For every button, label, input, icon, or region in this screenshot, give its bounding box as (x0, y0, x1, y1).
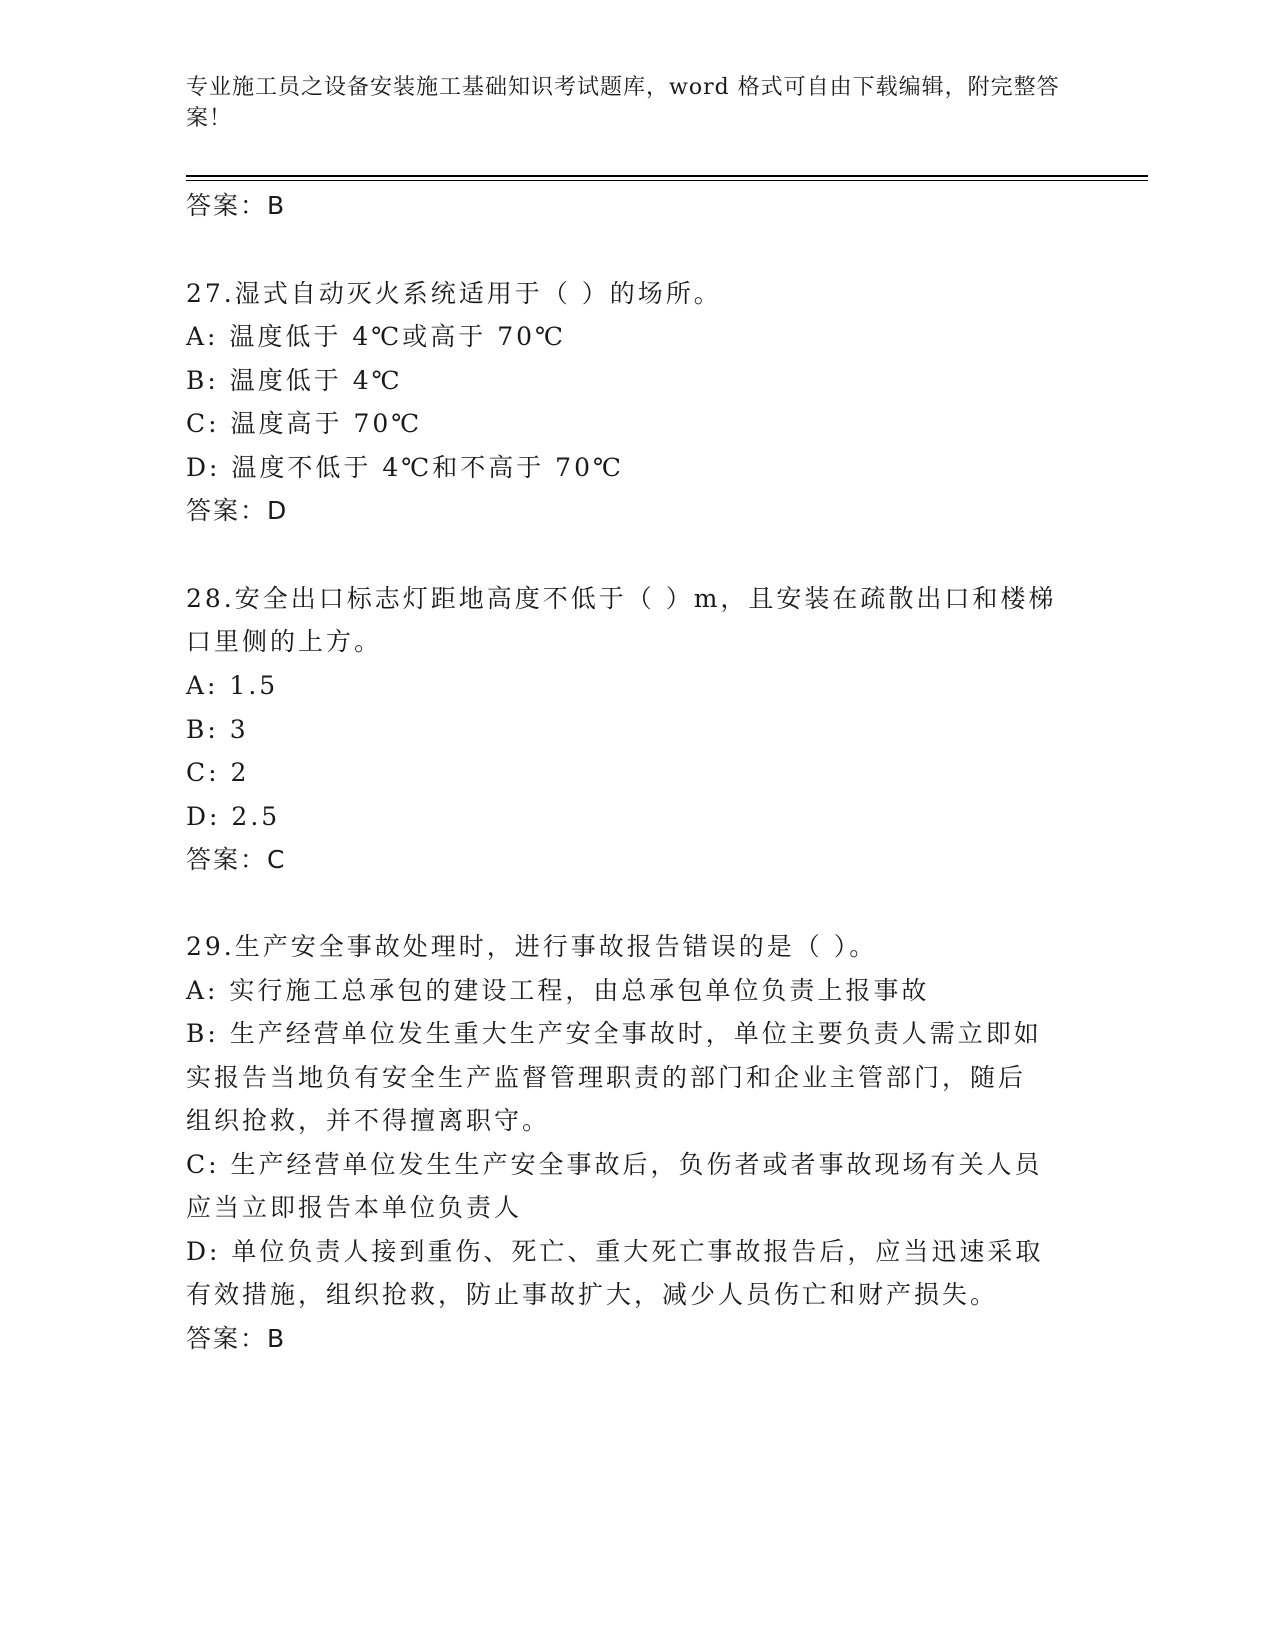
option-c: C: 生产经营单位发生生产安全事故后，负伤者或者事故现场有关人员 (186, 1150, 1043, 1179)
header-rule-thick (186, 175, 1148, 177)
option-d: D: 2.5 (186, 802, 281, 831)
answer-label: 答案：B (186, 191, 287, 220)
option-a: A: 1.5 (186, 671, 279, 700)
option-d: D: 温度不低于 4℃和不高于 70℃ (186, 453, 624, 482)
option-c-continued: 应当立即报告本单位负责人 (186, 1193, 523, 1222)
option-d: D: 单位负责人接到重伤、死亡、重大死亡事故报告后，应当迅速采取 (186, 1237, 1044, 1266)
option-b-continued: 组织抢救，并不得擅离职守。 (186, 1106, 551, 1135)
question-text: 27.湿式自动灭火系统适用于（ ）的场所。 (186, 279, 722, 308)
question-text-continued: 口里侧的上方。 (186, 627, 383, 656)
answer-label: 答案：B (186, 1324, 287, 1353)
option-b: B: 温度低于 4℃ (186, 366, 403, 395)
answer-label: 答案：C (186, 845, 287, 874)
option-c: C: 温度高于 70℃ (186, 409, 423, 438)
option-c: C: 2 (186, 758, 250, 787)
option-b: B: 3 (186, 715, 249, 744)
question-text: 28.安全出口标志灯距地高度不低于（ ）m，且安装在疏散出口和楼梯 (186, 584, 1057, 613)
question-text: 29.生产安全事故处理时，进行事故报告错误的是（ ）。 (186, 932, 878, 961)
option-a: A: 实行施工总承包的建设工程，由总承包单位负责上报事故 (186, 976, 930, 1005)
option-d-continued: 有效措施，组织抢救，防止事故扩大，减少人员伤亡和财产损失。 (186, 1280, 999, 1309)
answer-label: 答案：D (186, 496, 289, 525)
option-a: A: 温度低于 4℃或高于 70℃ (186, 322, 566, 351)
header-rule-thin (186, 180, 1148, 181)
document-header: 专业施工员之设备安装施工基础知识考试题库，word 格式可自由下载编辑，附完整答案！ (186, 75, 1060, 131)
option-b-continued: 实报告当地负有安全生产监督管理职责的部门和企业主管部门，随后 (186, 1063, 1027, 1092)
option-b: B: 生产经营单位发生重大生产安全事故时，单位主要负责人需立即如 (186, 1019, 1042, 1048)
